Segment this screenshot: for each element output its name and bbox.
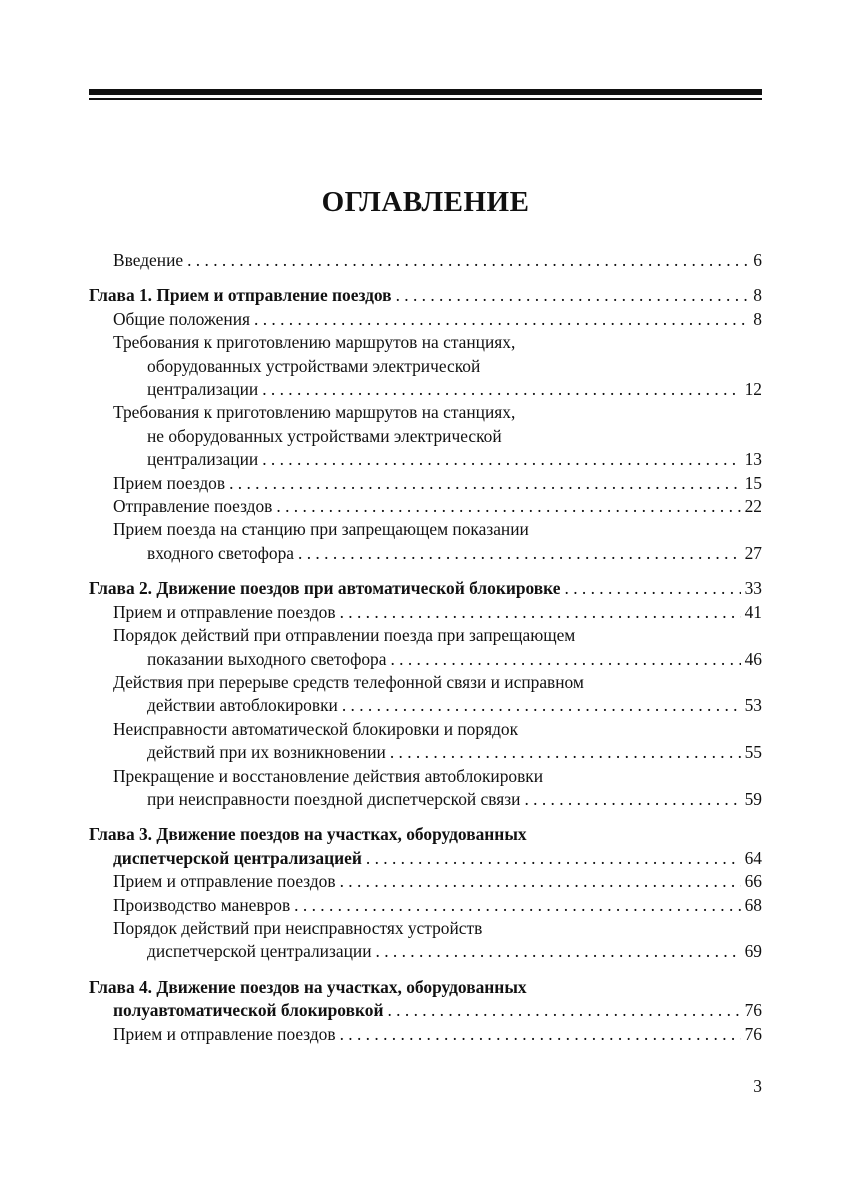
- page-title: ОГЛАВЛЕНИЕ: [321, 186, 530, 218]
- toc-entry-line-with-page: [113, 249, 762, 272]
- toc-section-entry[interactable]: [89, 765, 762, 812]
- dot-leader: [229, 472, 741, 495]
- toc-entry-text: централизации: [147, 449, 259, 470]
- section-gap: [89, 964, 762, 976]
- toc-chapter-entry[interactable]: [89, 577, 762, 600]
- toc-chapter-entry[interactable]: [89, 284, 762, 307]
- toc-page-number: 27: [744, 542, 762, 563]
- toc-page-number: 53: [744, 695, 762, 716]
- toc-entry-text: входного светофора: [147, 542, 295, 563]
- toc-entry-line: [113, 401, 762, 424]
- toc-section-entry[interactable]: [89, 518, 762, 565]
- toc-section-entry[interactable]: [89, 870, 762, 893]
- toc-entry-line-with-page: [113, 472, 762, 495]
- toc-entry-text: централизации: [147, 379, 259, 400]
- dot-leader: [376, 940, 741, 963]
- toc-entry-line-with-page: [113, 542, 762, 565]
- toc-entry-text: Действия при перерыве средств телефонной связи и исправном: [113, 671, 584, 692]
- toc-section-entry[interactable]: [89, 331, 762, 401]
- toc-page-number: 41: [744, 601, 762, 622]
- toc-entry-line: [113, 671, 762, 694]
- dot-leader: [298, 542, 741, 565]
- toc-entry-line-with-page: [113, 308, 762, 331]
- toc-page-number: 69: [744, 941, 762, 962]
- toc-entry-text: действий при их возникновении: [147, 742, 386, 763]
- toc-entry-text: Глава 3. Движение поездов на участках, оборудованных: [89, 824, 527, 845]
- toc-section-entry[interactable]: [89, 601, 762, 624]
- dot-leader: [276, 495, 740, 518]
- toc-entry-line-with-page: [89, 284, 762, 307]
- dot-leader: [390, 741, 741, 764]
- toc-page-number: 8: [753, 308, 762, 329]
- toc-entry-text: Прием и отправление поездов: [113, 1023, 336, 1044]
- toc-entry-line: [113, 718, 762, 741]
- toc-page-number: 15: [744, 472, 762, 493]
- toc-section-entry[interactable]: [89, 894, 762, 917]
- section-gap: [89, 272, 762, 284]
- toc-entry-text: Требования к приготовлению маршрутов на станциях,: [113, 332, 516, 353]
- toc-page-number: 33: [744, 578, 762, 599]
- table-of-contents: [89, 249, 762, 1046]
- section-gap: [89, 565, 762, 577]
- toc-entry-text: не оборудованных устройствами электрической: [147, 425, 502, 446]
- toc-entry-text: Глава 1. Прием и отправление поездов: [89, 285, 392, 306]
- toc-section-entry[interactable]: [89, 308, 762, 331]
- toc-entry-line: [89, 976, 762, 999]
- toc-page-number: 66: [744, 871, 762, 892]
- toc-section-entry[interactable]: [89, 472, 762, 495]
- toc-page-number: 55: [744, 742, 762, 763]
- toc-entry-line-with-page: [113, 694, 762, 717]
- toc-page-number: 13: [744, 449, 762, 470]
- toc-section-entry[interactable]: [89, 495, 762, 518]
- toc-page-number: 59: [744, 788, 762, 809]
- toc-page-number: 22: [744, 496, 762, 517]
- toc-entry-line-with-page: [89, 847, 762, 870]
- toc-entry-line: [89, 823, 762, 846]
- dot-leader: [340, 1023, 741, 1046]
- toc-entry-line-with-page: [113, 741, 762, 764]
- toc-entry-line-with-page: [113, 940, 762, 963]
- dot-leader: [340, 870, 741, 893]
- dot-leader: [396, 284, 750, 307]
- toc-chapter-entry[interactable]: [89, 823, 762, 870]
- dot-leader: [294, 894, 740, 917]
- toc-entry-text: Прием и отправление поездов: [113, 601, 336, 622]
- dot-leader: [254, 308, 749, 331]
- dot-leader: [187, 249, 749, 272]
- toc-entry-line-with-page: [113, 495, 762, 518]
- toc-entry-text: Прием поезда на станцию при запрещающем показании: [113, 519, 529, 540]
- toc-section-entry[interactable]: [89, 401, 762, 471]
- toc-entry-line-with-page: [113, 788, 762, 811]
- toc-entry-text: оборудованных устройствами электрической: [147, 355, 481, 376]
- toc-section-entry[interactable]: [89, 249, 762, 272]
- toc-entry-text: полуавтоматической блокировкой: [113, 1000, 384, 1021]
- toc-entry-line-with-page: [113, 648, 762, 671]
- dot-leader: [387, 999, 740, 1022]
- dot-leader: [262, 448, 740, 471]
- toc-entry-line: [113, 425, 762, 448]
- toc-entry-text: Глава 4. Движение поездов на участках, оборудованных: [89, 976, 527, 997]
- toc-entry-line: [113, 917, 762, 940]
- toc-entry-text: действии автоблокировки: [147, 695, 338, 716]
- toc-entry-text: Производство маневров: [113, 894, 291, 915]
- toc-entry-text: Прием поездов: [113, 472, 226, 493]
- toc-entry-text: Общие положения: [113, 308, 251, 329]
- toc-section-entry[interactable]: [89, 718, 762, 765]
- toc-page-number: 6: [753, 250, 762, 270]
- toc-entry-line-with-page: [89, 999, 762, 1022]
- toc-entry-text: Прекращение и восстановление действия автоблокировки: [113, 765, 544, 786]
- dot-leader: [524, 788, 740, 811]
- toc-entry-text: Требования к приготовлению маршрутов на станциях,: [113, 402, 516, 423]
- toc-entry-line: [113, 624, 762, 647]
- toc-entry-line: [113, 331, 762, 354]
- toc-section-entry[interactable]: [89, 917, 762, 964]
- dot-leader: [390, 648, 740, 671]
- toc-entry-line-with-page: [89, 577, 762, 600]
- toc-page-number: 46: [744, 648, 762, 669]
- toc-entry-text: Введение: [113, 250, 184, 270]
- toc-page-number: 12: [744, 379, 762, 400]
- dot-leader: [565, 577, 741, 600]
- toc-entry-line-with-page: [113, 1023, 762, 1046]
- toc-page-number: 76: [744, 1023, 762, 1044]
- toc-entry-text: Порядок действий при неисправностях устройств: [113, 917, 483, 938]
- toc-entry-line-with-page: [113, 448, 762, 471]
- toc-entry-text: Отправление поездов: [113, 496, 273, 517]
- toc-chapter-entry[interactable]: [89, 976, 762, 1023]
- toc-entry-line: [113, 518, 762, 541]
- toc-page-number: 68: [744, 894, 762, 915]
- toc-page-number: 76: [744, 1000, 762, 1021]
- toc-entry-text: Неисправности автоматической блокировки и порядок: [113, 718, 519, 739]
- toc-entry-text: Порядок действий при отправлении поезда при запрещающем: [113, 625, 576, 646]
- toc-section-entry[interactable]: [89, 624, 762, 671]
- toc-section-entry[interactable]: [89, 1023, 762, 1046]
- toc-entry-text: Глава 2. Движение поездов при автоматической блокировке: [89, 578, 561, 599]
- toc-page-number: 8: [753, 285, 762, 306]
- toc-entry-line: [113, 765, 762, 788]
- toc-entry-text: диспетчерской централизацией: [113, 847, 362, 868]
- dot-leader: [342, 694, 741, 717]
- toc-page-number: 64: [744, 847, 762, 868]
- toc-entry-text: показании выходного светофора: [147, 648, 387, 669]
- toc-entry-line-with-page: [113, 378, 762, 401]
- toc-entry-text: диспетчерской централизации: [147, 941, 372, 962]
- toc-entry-line-with-page: [113, 870, 762, 893]
- page-number: 3: [753, 1076, 762, 1096]
- dot-leader: [262, 378, 740, 401]
- top-rule-thin: [89, 98, 762, 100]
- toc-entry-line: [113, 355, 762, 378]
- top-rule-thick: [89, 89, 762, 95]
- dot-leader: [366, 847, 741, 870]
- toc-entry-line-with-page: [113, 601, 762, 624]
- section-gap: [89, 811, 762, 823]
- toc-entry-line-with-page: [113, 894, 762, 917]
- toc-entry-text: Прием и отправление поездов: [113, 871, 336, 892]
- dot-leader: [340, 601, 741, 624]
- toc-section-entry[interactable]: [89, 671, 762, 718]
- toc-entry-text: при неисправности поездной диспетчерской связи: [147, 788, 521, 809]
